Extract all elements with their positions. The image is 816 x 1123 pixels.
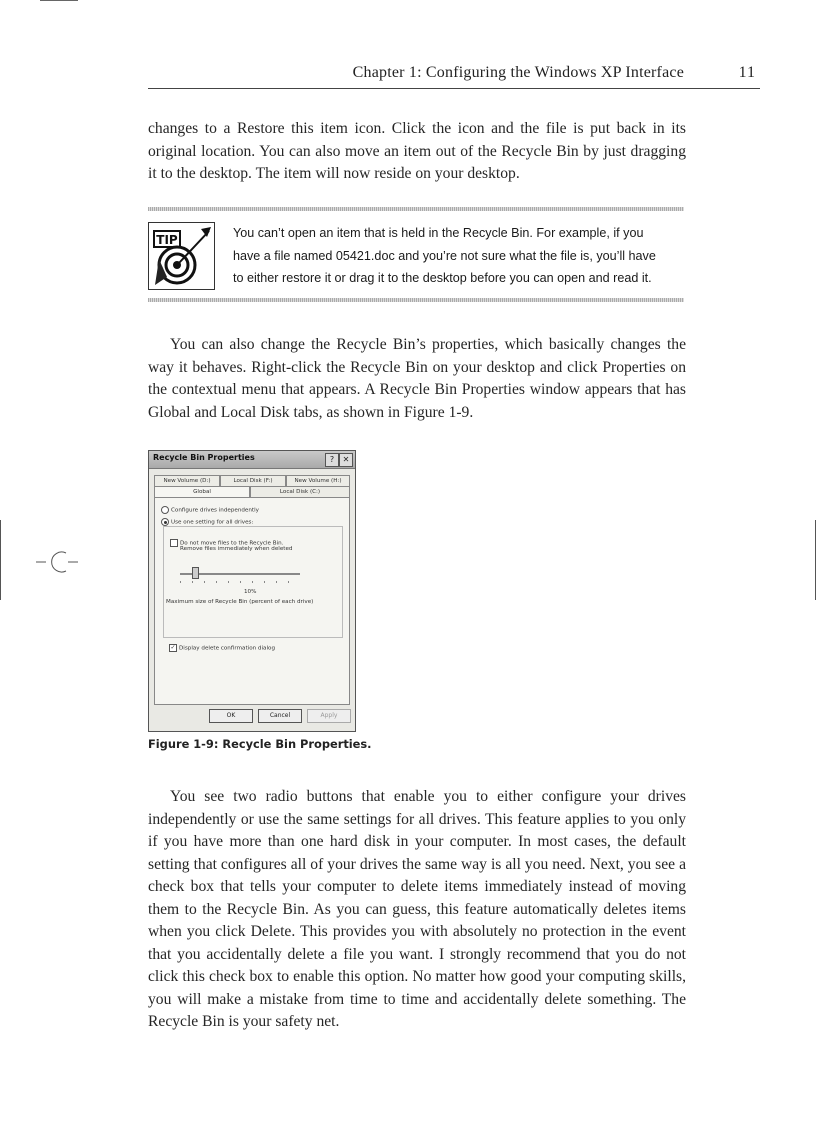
slider-ticks	[180, 581, 300, 583]
checkbox-do-not-move-label: Do not move files to the Recycle Bin.	[180, 540, 284, 547]
running-head	[148, 64, 760, 89]
crop-mark-left	[0, 520, 1, 600]
tab-row-1	[154, 475, 350, 486]
crop-mark-top	[40, 0, 78, 1]
tip-icon	[148, 222, 215, 290]
registration-mark	[36, 550, 78, 574]
body-paragraph-3: You see two radio buttons that enable you to either configure your drives independently or use the same settings for all drives. This feature applies to you only if you have more than one hard disk in your computer. In most cases, the default setting that configures all of your drives the same way is all you need. Next, you see a check box that tells your computer to delete items immediately instead of moving them to the Recycle Bin. As you can guess, this feature automatically deletes items when you click Delete. This provides you with absolutely no protection in the event that you accidentally delete a file you want. I strongly recommend that you do not click this check box to enable this option. No matter how good your computing skills, you will make a mistake from time to time and accidentally delete something. The Recycle Bin is your safety net.	[148, 788, 686, 1030]
tip-text	[233, 222, 683, 290]
radio-all-label: Use one setting for all drives:	[171, 519, 254, 526]
close-button[interactable]: ✕	[339, 453, 353, 467]
body-paragraph-2: You can also change the Recycle Bin’s properties, which basically changes the way it behaves. Right-click the Recycle Bin on your desktop and click Properties on the contextual menu that appears. A Recycle Bin Properties window appears that has Global and Local Disk tabs, as shown in Figure 1-9.	[148, 336, 686, 421]
tab-local-disk-f[interactable]: Local Disk (F:)	[220, 475, 286, 486]
body-paragraph-1: changes to a Restore this item icon. Click the icon and the file is put back in its original location. You can also move an item out of the Recycle Bin by just dragging it to the desktop. The item will now reside on your desktop.	[148, 120, 686, 182]
recycle-bin-properties-dialog	[148, 450, 356, 732]
tab-row-2	[154, 486, 350, 497]
tab-new-volume-h[interactable]: New Volume (H:)	[286, 475, 350, 486]
tip-rule-bottom	[148, 298, 684, 302]
tip-line-2: have a file named 05421.doc and you’re not sure what the file is, you’ll have	[233, 248, 656, 263]
slider-thumb[interactable]	[192, 567, 199, 579]
tab-new-volume-d[interactable]: New Volume (D:)	[154, 475, 220, 486]
slider-caption: Maximum size of Recycle Bin (percent of each drive)	[166, 599, 314, 605]
figure-caption: Figure 1-9: Recycle Bin Properties.	[148, 737, 372, 751]
radio-independent-label: Configure drives independently	[171, 507, 259, 514]
checkbox-display-confirmation[interactable]	[169, 644, 275, 652]
checkbox-do-not-move-control[interactable]	[170, 539, 178, 547]
radio-all-control[interactable]	[161, 518, 169, 526]
tip-rule-top	[148, 207, 684, 211]
dialog-title: Recycle Bin Properties	[153, 453, 255, 462]
radio-use-one-setting[interactable]	[161, 518, 255, 526]
checkbox-do-not-move-sublabel: Remove files immediately when deleted	[180, 546, 293, 552]
help-button[interactable]: ?	[325, 453, 339, 467]
chapter-title: Chapter 1: Configuring the Windows XP Interface	[352, 64, 684, 81]
page-number: 11	[738, 64, 756, 81]
ok-button[interactable]: OK	[209, 709, 253, 723]
radio-independent-control[interactable]	[161, 506, 169, 514]
dialog-title-bar[interactable]	[149, 451, 355, 469]
tip-line-3: to either restore it or drag it to the desktop before you can open and read it.	[233, 271, 652, 286]
radio-configure-independently[interactable]	[161, 506, 259, 514]
checkbox-display-confirmation-control[interactable]: ✓	[170, 644, 176, 651]
settings-group	[163, 526, 343, 638]
cancel-button[interactable]: Cancel	[258, 709, 302, 723]
tab-local-disk-c[interactable]: Local Disk (C:)	[250, 486, 350, 497]
apply-button[interactable]: Apply	[307, 709, 351, 723]
slider-value: 10%	[244, 589, 257, 595]
tab-global[interactable]: Global	[154, 486, 250, 497]
checkbox-display-confirmation-label: Display delete confirmation dialog	[179, 645, 275, 652]
tip-line-1: You can’t open an item that is held in the Recycle Bin. For example, if you	[233, 226, 644, 240]
tip-icon-label: TIP	[156, 233, 178, 247]
global-tab-panel	[154, 497, 350, 705]
